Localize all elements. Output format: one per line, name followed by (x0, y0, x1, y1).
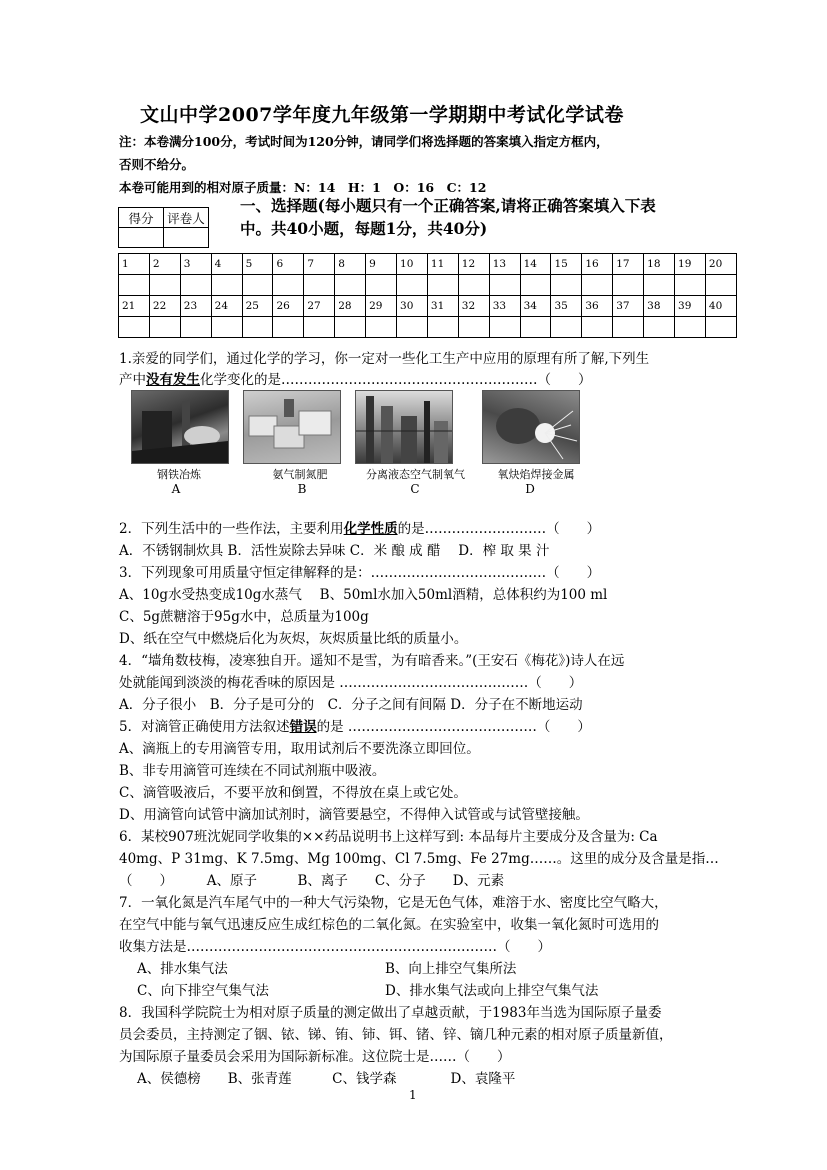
q4-line1: 4．“墙角数枝梅，凌寒独自开。遥知不是雪，为有暗香来。”(王安石《梅花》)诗人在远 (119, 653, 625, 669)
answer-number-cell: 32 (458, 296, 489, 317)
answer-number-cell: 13 (489, 254, 520, 275)
answer-number-cell: 6 (273, 254, 304, 275)
answer-number-cell: 3 (180, 254, 211, 275)
image-d-letter: D (525, 482, 535, 496)
answer-number-cell: 10 (397, 254, 428, 275)
score-label: 得分 (119, 208, 164, 228)
answer-number-cell: 20 (705, 254, 736, 275)
image-a-caption: 钢铁冶炼 (157, 468, 201, 481)
answer-blank-cell[interactable] (675, 275, 706, 296)
q3-option-a: A、10g水受热变成10g水蒸气 B、50ml水加入50ml酒精，总体积约为100 ml (119, 587, 608, 603)
answer-blank-cell[interactable] (119, 275, 150, 296)
answer-number-cell: 38 (644, 296, 675, 317)
answer-blank-cell[interactable] (335, 275, 366, 296)
q6-line1: 6．某校907班沈妮同学收集的××药品说明书上这样写到: 本品每片主要成分及含量为: Ca (119, 829, 658, 845)
answer-table (118, 253, 737, 338)
answer-number-cell: 33 (489, 296, 520, 317)
score-table (118, 207, 209, 248)
answer-number-cell: 28 (335, 296, 366, 317)
answer-blank-cell[interactable] (582, 275, 613, 296)
answer-blank-cell[interactable] (242, 317, 273, 338)
q7-line3: 收集方法是……………………………………………………………（ ） (119, 939, 551, 955)
q8-line3: 为国际原子量委员会采用为国际新标准。这位院士是……（ ） (119, 1049, 511, 1065)
answer-number-cell: 9 (366, 254, 397, 275)
answer-blank-cell[interactable] (273, 317, 304, 338)
answer-number-cell: 5 (242, 254, 273, 275)
image-d-caption: 氧炔焰焊接金属 (497, 468, 575, 481)
answer-blank-cell[interactable] (149, 317, 180, 338)
answer-blank-cell[interactable] (644, 275, 675, 296)
answer-number-cell: 8 (335, 254, 366, 275)
answer-number-cell: 22 (149, 296, 180, 317)
answer-number-cell: 11 (427, 254, 458, 275)
answer-number-cell: 31 (427, 296, 458, 317)
answer-blank-cell[interactable] (551, 275, 582, 296)
answer-number-cell: 39 (675, 296, 706, 317)
answer-number-cell: 1 (119, 254, 150, 275)
q8-line1: 8．我国科学院院士为相对原子质量的测定做出了卓越贡献，于1983年当选为国际原子量委 (119, 1005, 662, 1021)
answer-number-cell: 23 (180, 296, 211, 317)
answer-blank-cell[interactable] (211, 317, 242, 338)
answer-blank-cell[interactable] (366, 275, 397, 296)
q3-stem: 3．下列现象可用质量守恒定律解释的是：…………………………………（ ） (119, 565, 601, 581)
q5-stem (119, 715, 591, 735)
answer-number-cell: 25 (242, 296, 273, 317)
image-c-letter: C (410, 482, 420, 496)
answer-blank-cell[interactable] (705, 275, 736, 296)
answer-blank-cell[interactable] (211, 275, 242, 296)
answer-number-cell: 40 (705, 296, 736, 317)
q7-option-c: C、向下排空气集气法 (137, 983, 269, 999)
q7-line1: 7．一氧化氮是汽车尾气中的一种大气污染物，它是无色气体，难溶于水、密度比空气略大， (119, 895, 668, 911)
answer-number-cell: 16 (582, 254, 613, 275)
answer-number-cell: 2 (149, 254, 180, 275)
q4-line2: 处就能闻到淡淡的梅花香味的原因是 ……………………………………（ ） (119, 675, 583, 691)
answer-number-cell: 15 (551, 254, 582, 275)
page-number: 1 (409, 1088, 417, 1102)
answer-number-cell: 29 (366, 296, 397, 317)
answer-blank-cell[interactable] (489, 317, 520, 338)
exam-note-line3: 本卷可能用到的相对原子质量：N：14 H：1 O：16 C：12 (119, 180, 487, 195)
section-heading-line1: 一、选择题(每小题只有一个正确答案,请将正确答案填入下表 (240, 196, 656, 215)
q5-option-a: A、滴瓶上的专用滴管专用，取用试剂后不要洗涤立即回位。 (119, 741, 480, 757)
q2-options: A．不锈钢制炊具 B．活性炭除去异味 C．米 酿 成 醋 D．榨 取 果 汁 (119, 543, 550, 559)
answer-blank-cell[interactable] (397, 317, 428, 338)
answer-blank-cell[interactable] (551, 317, 582, 338)
answer-blank-cell[interactable] (427, 275, 458, 296)
q7-option-a: A、排水集气法 (137, 961, 228, 977)
answer-number-cell: 21 (119, 296, 150, 317)
q5-option-b: B、非专用滴管可连续在不同试剂瓶中吸液。 (119, 763, 386, 779)
q6-line2: 40mg、P 31mg、K 7.5mg、Mg 100mg、Cl 7.5mg、Fe 27mg……。这里的成分及含量是指… (119, 851, 719, 867)
answer-blank-cell[interactable] (304, 275, 335, 296)
answer-blank-cell[interactable] (520, 317, 551, 338)
q2-stem-post: 的是………………………（ ） (397, 521, 601, 537)
image-a-letter: A (171, 482, 181, 496)
answer-number-cell: 26 (273, 296, 304, 317)
answer-blank-cell[interactable] (613, 317, 644, 338)
answer-number-cell: 30 (397, 296, 428, 317)
image-b-letter: B (297, 482, 307, 496)
answer-blank-cell[interactable] (644, 317, 675, 338)
answer-blank-cell[interactable] (149, 275, 180, 296)
answer-number-cell: 4 (211, 254, 242, 275)
answer-blank-cell[interactable] (582, 317, 613, 338)
q8-options: A、侯德榜 B、张青莲 C、钱学森 D、袁隆平 (137, 1071, 516, 1087)
answer-blank-cell[interactable] (427, 317, 458, 338)
answer-blank-cell[interactable] (335, 317, 366, 338)
answer-blank-cell[interactable] (180, 275, 211, 296)
q2-stem-pre: 2．下列生活中的一些作法，主要利用 (119, 521, 344, 537)
answer-blank-cell[interactable] (705, 317, 736, 338)
q1-line2-pre: 产中 (119, 372, 146, 388)
q5-emphasis: 错误 (289, 719, 317, 735)
image-b-caption: 氨气制氮肥 (272, 468, 328, 481)
q5-stem-pre: 5．对滴管正确使用方法叙述 (119, 719, 290, 735)
answer-number-cell: 24 (211, 296, 242, 317)
answer-blank-cell[interactable] (180, 317, 211, 338)
answer-blank-cell[interactable] (273, 275, 304, 296)
q1-line1: 1.亲爱的同学们，通过化学的学习，你一定对一些化工生产中应用的原理有所了解,下列生 (119, 351, 650, 367)
answer-number-cell: 27 (304, 296, 335, 317)
answer-blank-cell[interactable] (489, 275, 520, 296)
exam-note-line1: 注：本卷满分100分，考试时间为120分钟，请同学们将选择题的答案填入指定方框内， (119, 134, 609, 149)
score-cell[interactable] (119, 228, 164, 248)
answer-number-cell: 35 (551, 296, 582, 317)
answer-number-cell: 34 (520, 296, 551, 317)
q1-emphasis: 没有发生 (146, 372, 200, 388)
answer-number-cell: 36 (582, 296, 613, 317)
answer-number-cell: 18 (644, 254, 675, 275)
q7-option-d: D、排水集气法或向上排空气集气法 (385, 983, 599, 999)
q5-option-d: D、用滴管向试管中滴加试剂时，滴管要悬空，不得伸入试管或与试管壁接触。 (119, 807, 589, 823)
answer-number-cell: 37 (613, 296, 644, 317)
exam-note-line2: 否则不给分。 (119, 157, 195, 172)
q3-option-d: D、纸在空气中燃烧后化为灰烬，灰烬质量比纸的质量小。 (119, 631, 468, 647)
answer-blank-cell[interactable] (366, 317, 397, 338)
q3-option-c: C、5g蔗糖溶于95g水中，总质量为100g (119, 609, 369, 625)
grader-label: 评卷人 (164, 208, 209, 228)
fertilizer-photo (243, 390, 341, 464)
air-separation-plant-photo (355, 390, 453, 464)
q8-line2: 员会委员，主持测定了铟、铱、锑、铕、铈、铒、锗、锌、镝几种元素的相对原子质量新值， (119, 1027, 673, 1043)
answer-blank-cell[interactable] (520, 275, 551, 296)
answer-number-cell: 12 (458, 254, 489, 275)
image-c-caption: 分离液态空气制氧气 (366, 468, 465, 481)
steel-smelting-photo (131, 390, 229, 464)
page-title: 文山中学2007学年度九年级第一学期期中考试化学试卷 (140, 104, 624, 126)
answer-blank-cell[interactable] (304, 317, 335, 338)
q7-line2: 在空气中能与氧气迅速反应生成红棕色的二氧化氮。在实验室中，收集一氧化氮时可选用的 (119, 917, 659, 933)
q2-emphasis: 化学性质 (343, 521, 398, 537)
welding-photo (482, 390, 580, 464)
answer-blank-cell[interactable] (397, 275, 428, 296)
section-heading-line2: 中。共40小题，每题1分，共40分) (240, 219, 488, 238)
q6-line3: （ ） A、原子 B、离子 C、分子 D、元素 (119, 873, 505, 889)
answer-blank-cell[interactable] (458, 317, 489, 338)
answer-number-cell: 19 (675, 254, 706, 275)
answer-blank-cell[interactable] (242, 275, 273, 296)
answer-number-cell: 17 (613, 254, 644, 275)
grader-cell[interactable] (164, 228, 209, 248)
q2-stem (119, 517, 600, 537)
answer-blank-cell[interactable] (675, 317, 706, 338)
answer-number-cell: 14 (520, 254, 551, 275)
q4-options: A．分子很小 B．分子是可分的 C．分子之间有间隔 D．分子在不断地运动 (119, 697, 583, 713)
q7-option-b: B、向上排空气集所法 (385, 961, 517, 977)
q1-line2-post: 化学变化的是…………………………………………………（ ） (200, 372, 592, 388)
q5-stem-post: 的是 ……………………………………（ ） (316, 719, 591, 735)
q5-option-c: C、滴管吸液后，不要平放和倒置，不得放在桌上或它处。 (119, 785, 467, 801)
answer-blank-cell[interactable] (458, 275, 489, 296)
q1-line2 (119, 368, 592, 388)
answer-blank-cell[interactable] (119, 317, 150, 338)
answer-blank-cell[interactable] (613, 275, 644, 296)
answer-number-cell: 7 (304, 254, 335, 275)
